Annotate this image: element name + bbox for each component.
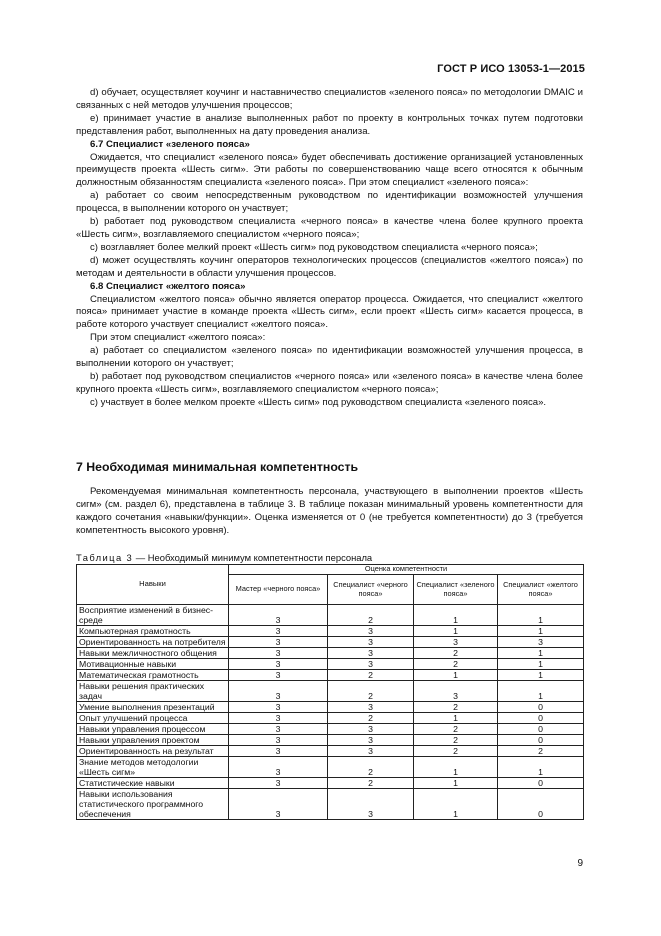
score-cell: 2 <box>498 746 584 757</box>
skill-cell: Опыт улучшений процесса <box>77 713 229 724</box>
score-cell: 3 <box>229 724 328 735</box>
score-cell: 3 <box>328 637 414 648</box>
table-row <box>77 681 584 702</box>
score-cell: 1 <box>498 626 584 637</box>
skill-cell: Мотивационные навыки <box>77 659 229 670</box>
paragraph-d-top: d) обучает, осуществляет коучинг и наставничество специалистов «зеленого пояса» по методологии DMAIC и связанных с ней методов улучшения процессов; <box>76 87 583 111</box>
score-cell: 2 <box>414 702 498 713</box>
score-cell: 1 <box>414 605 498 626</box>
score-cell: 2 <box>414 648 498 659</box>
score-cell: 0 <box>498 702 584 713</box>
score-cell: 3 <box>229 789 328 820</box>
section-7-paragraph: Рекомендуемая минимальная компетентность персонала, участвующего в выполнении проектов «Шесть сигм» (см. раздел 6), представлена в таблице 3. В таблице показан минимальный уровень компетентности для каждого сочетания «навыки/функции». Оценка изменяется от 0 (не требуется компетентности) до 3 (требуется компетентность высокого уровня). <box>76 486 583 536</box>
table-row <box>77 735 584 746</box>
skill-cell: Знание методов методологии «Шесть сигм» <box>77 757 229 778</box>
table-row <box>77 605 584 626</box>
score-cell: 1 <box>414 789 498 820</box>
header-role-green-belt: Специалист «зеленого пояса» <box>414 575 498 605</box>
score-cell: 3 <box>229 605 328 626</box>
table-row <box>77 670 584 681</box>
competence-table <box>76 564 584 820</box>
score-cell: 3 <box>328 735 414 746</box>
score-cell: 1 <box>498 605 584 626</box>
score-cell: 2 <box>328 778 414 789</box>
score-cell: 0 <box>498 778 584 789</box>
table-row <box>77 724 584 735</box>
score-cell: 2 <box>328 605 414 626</box>
score-cell: 1 <box>414 778 498 789</box>
score-cell: 2 <box>328 713 414 724</box>
score-cell: 1 <box>498 648 584 659</box>
table-row <box>77 648 584 659</box>
score-cell: 1 <box>498 670 584 681</box>
score-cell: 1 <box>414 626 498 637</box>
score-cell: 1 <box>498 681 584 702</box>
skill-cell: Ориентированность на потребителя <box>77 637 229 648</box>
paragraph-6-8-intro: Специалистом «желтого пояса» обычно является оператор процесса. Ожидается, что специалист «желтого пояса» принимает участие в команде проекта «Шесть сигм», если проект «Шесть сигм» касается процесса, в работе которого участвует специалист «желтого пояса». <box>76 293 583 331</box>
subsection-6-7-title: 6.7 Специалист «зеленого пояса» <box>90 138 250 150</box>
score-cell: 1 <box>414 713 498 724</box>
score-cell: 3 <box>229 648 328 659</box>
score-cell: 2 <box>414 735 498 746</box>
paragraph-e-top: e) принимает участие в анализе выполненных работ по проекту в контрольных точках путем подготовки представления работ, выполненных на дату проведения анализа. <box>76 112 583 137</box>
header-role-black-belt: Специалист «черного пояса» <box>328 575 414 605</box>
score-cell: 3 <box>328 789 414 820</box>
table-caption-title: — Необходимый минимум компетентности персонала <box>133 552 373 563</box>
score-cell: 3 <box>229 702 328 713</box>
score-cell: 1 <box>414 757 498 778</box>
score-cell: 3 <box>229 757 328 778</box>
table-caption <box>76 552 372 563</box>
table-row <box>77 659 584 670</box>
score-cell: 3 <box>328 724 414 735</box>
score-cell: 3 <box>229 735 328 746</box>
skill-cell: Навыки решения практических задач <box>77 681 229 702</box>
score-cell: 3 <box>229 746 328 757</box>
skill-cell: Восприятие изменений в бизнес-среде <box>77 605 229 626</box>
score-cell: 3 <box>229 778 328 789</box>
score-cell: 2 <box>328 757 414 778</box>
table-row <box>77 789 584 820</box>
page-number: 9 <box>577 858 583 869</box>
header-competence-group: Оценка компетентности <box>229 565 584 575</box>
score-cell: 0 <box>498 789 584 820</box>
score-cell: 2 <box>328 670 414 681</box>
skill-cell: Навыки управления процессом <box>77 724 229 735</box>
section-7-text <box>76 486 583 538</box>
paragraph-6-8-a: a) работает со специалистом «зеленого пояса» по идентификации возможностей улучшения процесса, в выполнении которого он участвует; <box>76 345 583 370</box>
skill-cell: Компьютерная грамотность <box>77 626 229 637</box>
header-role-master-black-belt: Мастер «черного пояса» <box>229 575 328 605</box>
score-cell: 3 <box>414 681 498 702</box>
paragraph-6-7-intro: Ожидается, что специалист «зеленого пояса» будет обеспечивать достижение организацией установленных преимуществ проекта «Шесть сигм». Эти работы по совершенствованию чаще всего относятся к обычным должностным обязанностям специалиста «зеленого пояса». При этом специалист «зеленого пояса»: <box>76 151 583 189</box>
table-row <box>77 778 584 789</box>
table-caption-number: Таблица 3 <box>76 552 134 563</box>
section-7-title: 7 Необходимая минимальная компетентность <box>76 460 359 474</box>
paragraph-6-7-d: d) может осуществлять коучинг операторов технологических процессов (специалистов «желтого пояса») по методам и деятельности в области улучшения процессов. <box>76 254 583 279</box>
score-cell: 3 <box>328 659 414 670</box>
header-skills: Навыки <box>77 565 229 605</box>
score-cell: 3 <box>328 746 414 757</box>
table-row <box>77 626 584 637</box>
paragraph-6-8-b: b) работает под руководством специалистов «черного пояса» или «зеленого пояса» в качестве члена более крупного проекта «Шесть сигм», возглавляемого специалистом «черного пояса»; <box>76 370 583 395</box>
table-row <box>77 746 584 757</box>
score-cell: 3 <box>229 713 328 724</box>
header-role-yellow-belt: Специалист «желтого пояса» <box>498 575 584 605</box>
score-cell: 3 <box>328 626 414 637</box>
paragraph-6-8-c: c) участвует в более мелком проекте «Шесть сигм» под руководством специалиста «зеленого пояса». <box>90 396 547 408</box>
skill-cell: Умение выполнения презентаций <box>77 702 229 713</box>
paragraph-6-7-a: a) работает со своим непосредственным руководством по идентификации возможностей улучшения процесса, в выполнении которого он участвует; <box>76 190 583 215</box>
score-cell: 1 <box>498 659 584 670</box>
score-cell: 0 <box>498 713 584 724</box>
score-cell: 0 <box>498 724 584 735</box>
standard-header: ГОСТ Р ИСО 13053-1—2015 <box>437 63 585 75</box>
score-cell: 3 <box>328 702 414 713</box>
skill-cell: Навыки межличностного общения <box>77 648 229 659</box>
paragraph-6-8-lead: При этом специалист «желтого пояса»: <box>90 332 266 344</box>
score-cell: 1 <box>414 670 498 681</box>
skill-cell: Математическая грамотность <box>77 670 229 681</box>
paragraph-6-7-c: c) возглавляет более мелкий проект «Шесть сигм» под руководством специалиста «черного пояса»; <box>90 241 538 253</box>
score-cell: 2 <box>414 746 498 757</box>
table-row <box>77 702 584 713</box>
score-cell: 3 <box>414 637 498 648</box>
score-cell: 2 <box>414 724 498 735</box>
score-cell: 2 <box>328 681 414 702</box>
score-cell: 3 <box>229 681 328 702</box>
score-cell: 0 <box>498 735 584 746</box>
score-cell: 3 <box>229 626 328 637</box>
table-row <box>77 757 584 778</box>
table-row <box>77 637 584 648</box>
skill-cell: Статистические навыки <box>77 778 229 789</box>
score-cell: 2 <box>414 659 498 670</box>
body-text <box>76 87 583 410</box>
score-cell: 3 <box>498 637 584 648</box>
score-cell: 3 <box>229 670 328 681</box>
score-cell: 3 <box>229 637 328 648</box>
skill-cell: Навыки управления проектом <box>77 735 229 746</box>
paragraph-6-7-b: b) работает под руководством специалиста «черного пояса» в качестве члена более крупного проекта «Шесть сигм», возглавляемого специалистом «черного пояса»; <box>76 216 583 240</box>
skill-cell: Навыки использования статистического программного обеспечения <box>77 789 229 820</box>
skill-cell: Ориентированность на результат <box>77 746 229 757</box>
score-cell: 3 <box>328 648 414 659</box>
subsection-6-8-title: 6.8 Специалист «желтого пояса» <box>90 280 246 292</box>
table-row <box>77 713 584 724</box>
score-cell: 3 <box>229 659 328 670</box>
score-cell: 1 <box>498 757 584 778</box>
